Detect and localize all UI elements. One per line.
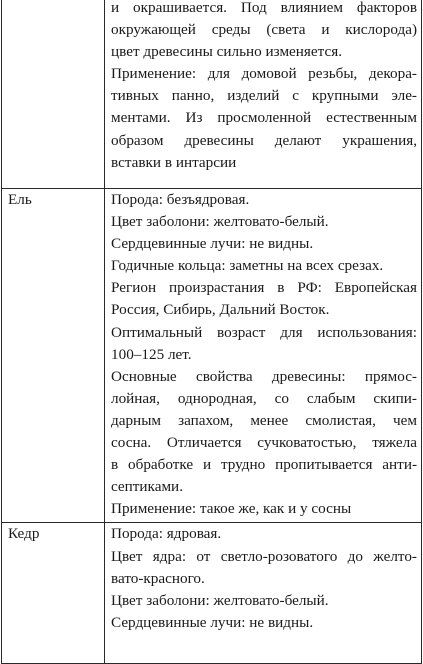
description-paragraph — [111, 546, 417, 590]
species-description-cell — [105, 523, 422, 664]
text-line: ментами. Из просмоленной естественным — [111, 109, 417, 127]
description-paragraph — [111, 255, 417, 277]
description-paragraph — [111, 233, 417, 255]
text-line: Годичные кольца: заметны на всех срезах. — [111, 257, 384, 275]
text-line: Цвет заболони: желтовато-белый. — [111, 213, 329, 231]
text-line: Оптимальный возраст для использования: — [111, 323, 417, 341]
species-name-cell — [2, 0, 105, 189]
species-name-cell — [2, 189, 105, 523]
text-line: 100–125 лет. — [111, 345, 192, 363]
text-line: Основные свойства древесины: прямос- — [111, 367, 417, 385]
description-paragraph — [111, 63, 417, 173]
text-line: сосна. Отличается сучковатостью, тяжела — [111, 434, 417, 452]
table-row — [2, 0, 422, 189]
text-line: вставки в интарсии — [111, 153, 237, 171]
text-line: Сердцевинные лучи: не видны. — [111, 613, 314, 631]
description-paragraph — [111, 523, 417, 545]
text-line: лойная, однородная, со слабым скипи- — [111, 389, 417, 407]
description-paragraph — [111, 189, 417, 211]
text-line: Порода: безъядровая. — [111, 191, 250, 208]
text-line: Регион произрастания в РФ: Европейская — [111, 279, 417, 297]
species-name: Ель — [8, 191, 32, 208]
text-line: в обработке и трудно пропитывается анти- — [111, 456, 417, 474]
description-paragraph — [111, 366, 417, 499]
text-line: Порода: ядровая. — [111, 525, 222, 543]
text-line: Сердцевинные лучи: не видны. — [111, 235, 314, 253]
species-description-cell — [105, 0, 422, 189]
text-line: и окрашивается. Под влиянием факторов — [111, 0, 417, 16]
description-paragraph — [111, 211, 417, 233]
description-paragraph — [111, 498, 417, 520]
description-paragraph — [111, 322, 417, 366]
table-row — [2, 523, 422, 664]
wood-species-table — [1, 0, 422, 664]
description-paragraph — [111, 0, 417, 63]
description-paragraph — [111, 612, 417, 634]
species-description-cell — [105, 189, 422, 523]
text-line: Россия, Сибирь, Дальний Восток. — [111, 301, 330, 319]
text-line: дарным запахом, менее смолистая, чем — [111, 411, 417, 429]
text-line: Цвет ядра: от светло-розоватого до желто- — [111, 547, 417, 565]
text-line: Применение: такое же, как и у сосны — [111, 500, 352, 518]
text-line: цвет древесины сильно изменяется. — [111, 43, 343, 61]
description-paragraph — [111, 590, 417, 612]
species-name: Кедр — [8, 525, 40, 543]
text-line: Цвет заболони: желтовато-белый. — [111, 591, 329, 609]
text-line: окружающей среды (света и кислорода) — [111, 21, 417, 39]
table-row — [2, 189, 422, 523]
text-line: септиками. — [111, 478, 183, 496]
text-line: вато-красного. — [111, 569, 205, 587]
species-name-cell — [2, 523, 105, 664]
description-paragraph — [111, 277, 417, 321]
text-line: образом древесины делают украшения, — [111, 131, 417, 149]
text-line: тивных панно, изделий с крупными эле- — [111, 87, 417, 105]
text-line: Применение: для домовой резьбы, декора- — [111, 65, 417, 83]
